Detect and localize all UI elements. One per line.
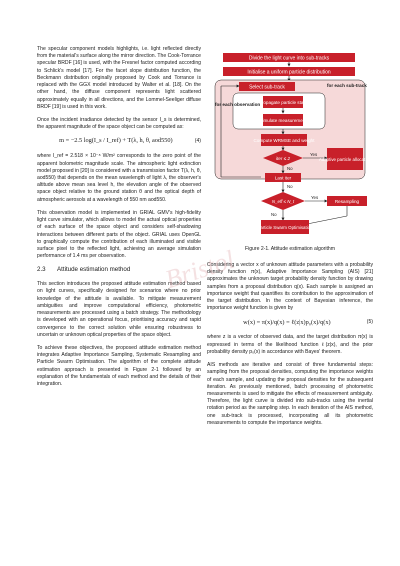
equation-5 [207,319,373,328]
box-last-label: Last iter [274,175,292,181]
equation-4-body: m = −2.5 log(I_s / I_ref) + T(λ, h, θ, aod550) [59,137,173,145]
figure-flowchart [207,46,373,244]
yes-label-2: Yes [311,195,319,200]
box-adaptive-label: Adaptive particle allocation [318,157,372,162]
paragraph-ais-intro: Considering a vector x of unknown attitude parameters with a probability density function π(x), Adaptive Importance Sampling (AIS) [21] approximates the unknown target probability density function by drawing samples from a proposal distribution q(x). Each sample is assigned an importance weight that quantifies its contribution to the approximation of the target distribution. In the context of Bayesian inference, the importance weight function is given by [207,262,373,312]
right-column [207,262,373,433]
paragraph-extinction: where I_ref = 2.518 × 10⁻⁸ W/m² corresponds to the zero point of the apparent bolometric magnitude scale. The atmospheric light extinction model proposed in [20] is considered with a transmission factor T(λ, h, θ, aod550) that depends on the mean wavelength of light λ, the observer's altitude above mean sea level h, the elevation angle of the observed space object relative to the ground station θ and the optical depth of atmospheric aerosols at a wavelength of 550 nm aod550. [37,153,201,203]
paragraph-ais-steps: AIS methods are iterative and consist of three fundamental steps: sampling from the proposal densities, computing the importance weights of each sample, and updating the proposal densities for the subsequent iteration. As previously mentioned, batch processing of photometric measurements is used to mitigate the effects of measurement ambiguity. Therefore, the light curve is divided into sub-tracks using the inertial rotation period as the sampling step. In each iteration of the AIS method, one sub-track is processed, incorporating all its photometric measurements to compute the importance weights. [207,362,373,426]
box-init-label: Initialise a uniform particle distribution [247,69,331,76]
no-label-1: No [287,166,293,171]
section-number: 2.3 [37,266,46,274]
equation-5-number: (5) [366,319,373,326]
no-label-3: No [271,212,277,217]
decision-iter-label: iter ≤ 2 [275,156,291,161]
flowchart-svg [207,46,373,244]
box-wrmse-label: Compute WRMSE and weight [253,138,315,143]
label-each-subtrack: for each sub-track [327,83,367,88]
box-pso-label: Particle Swarm Optimisation [257,225,313,230]
label-each-observation: for each observation [215,102,261,107]
equation-5-body: w(x) = π(x)/q(x) = ℓ(z|x)p₀(x)/q(x) [243,318,331,326]
left-column [37,46,201,394]
box-resampling-label: Resampling [334,199,360,204]
paragraph-irradiance: Once the incident irradiance detected by the sensor I_s is determined, the apparent magnitude of the space object can be computed as: [37,116,201,131]
equation-4 [37,137,201,146]
paragraph-grial: This observation model is implemented in GRIAL GMV's high-fidelity light curve simulator, which allows to model the actual optical properties of each surface of the space object and considers self-shadowing interactions between different parts of the object. GRIAL uses OpenGL to graphically compute the contribution of each illuminated and visible surface pixel to the reflected light, achieving an average simulation performance of 1.4 ms per observation. [37,209,201,260]
box-divide-label: Divide the light curve into sub-tracks [248,55,330,62]
yes-label-1: Yes [310,152,318,157]
watermark-text: Bristol [161,244,238,295]
paragraph-bayes: where z is a vector of observed data, and the target distribution π(x) is expressed in terms of the likelihood function ℓ(z|x), and the prior probability density p₀(x) in accordance with Bayes' theorem. [207,334,373,355]
box-select-label: Select sub-track [249,84,285,91]
paragraph-method-intro: This section introduces the proposed attitude estimation method based on light curves, specifically designed for scenarios where no prior knowledge of the attitude is available. To mitigate measurement ambiguities and improve computational efficiency, photometric measurements are processed using a batch strategy. The methodology is developed with an operational focus, prioritising accuracy and rapid convergence to the correct solution while ensuring robustness to uncertain or unknown optical properties of the space object. [37,281,201,338]
decision-neff-label: N_eff ≤ N_t [271,199,295,204]
box-simulate-label: Simulate measurement [259,118,307,123]
paragraph-specular: The specular component models highlights, i.e. light reflected directly from the material's surface along the mirror direction. The Cook-Torrance specular BRDF [16] is used, with the Fresnel factor computed according to Schlick's model [17]. For the facet slope distribution function, the Beckmann distribution originally proposed by Cook and Torrance is replaced with the GGX model introduced by Walter et al. [18]. On the other hand, the diffuse component represents light scattered approximately equally in all directions, and the Lommel-Seeliger diffuse BRDF [19] is used in this work. [37,46,201,110]
section-title: Attitude estimation method [57,266,131,274]
box-propagate-label: Propagate particle state [258,100,308,105]
equation-4-number: (4) [194,138,201,145]
section-heading [37,266,201,275]
no-label-2: No [287,184,293,189]
figure-caption: Figure 2-1. Attitude estimation algorithm [244,246,336,252]
paragraph-method-objectives: To achieve these objectives, the proposed attitude estimation method integrates Adaptive Importance Sampling, Systematic Resampling and Particle Swarm Optimisation. The algorithm of the complete attitude estimation approach is presented in Figure 2-1 followed by an explanation of the fundamentals of each method and the details of their integration. [37,344,201,388]
